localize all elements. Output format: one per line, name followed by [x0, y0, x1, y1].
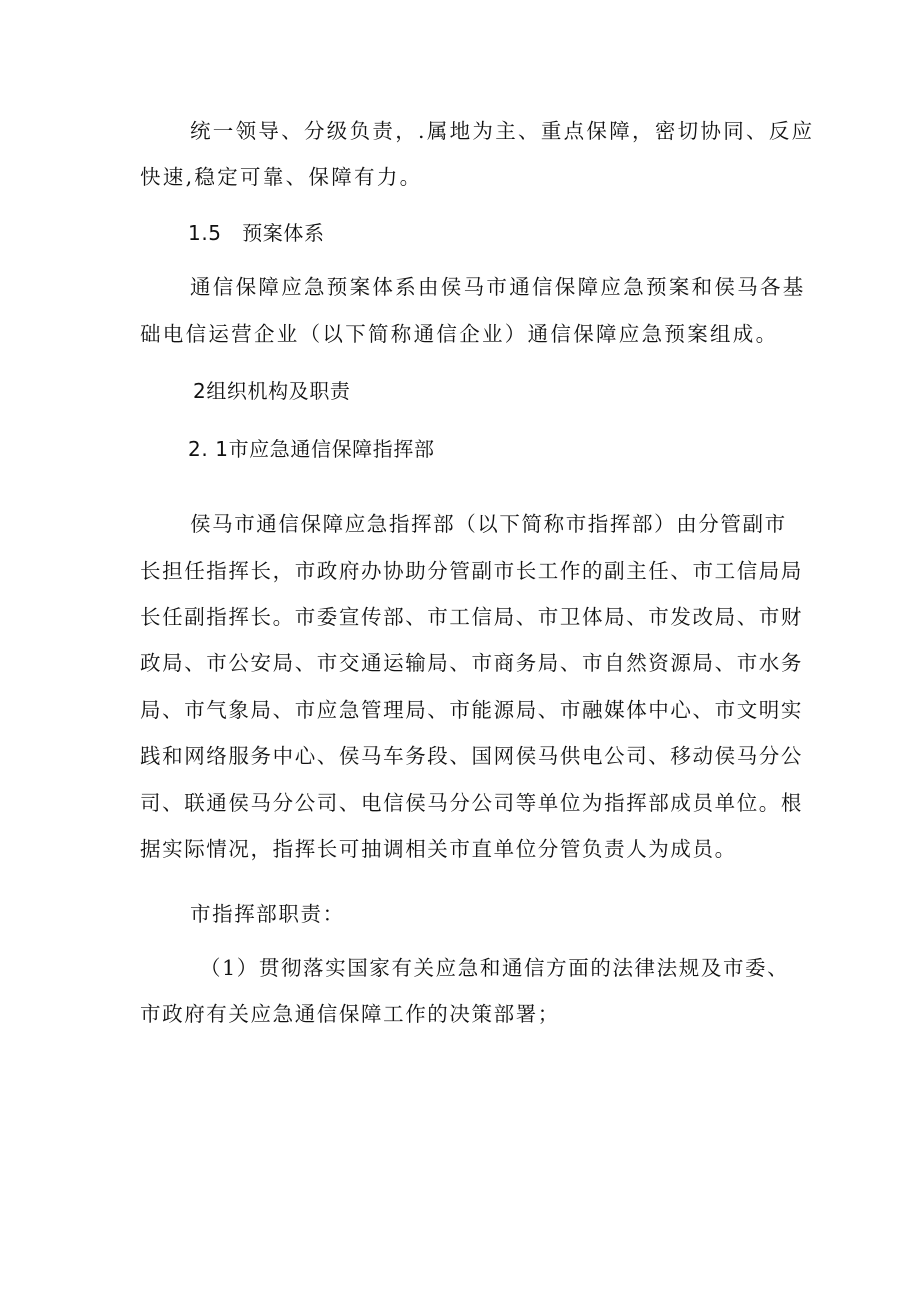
paragraph-command-line-6: 践和网络服务中心、侯马车务段、国网侯马供电公司、移动侯马分公 [140, 744, 803, 768]
paragraph-command-line-3: 长任副指挥长。市委宣传部、市工信局、市卫体局、市发改局、市财 [140, 605, 803, 629]
paragraph-command-line-8: 据实际情况，指挥长可抽调相关市直单位分管负责人为成员。 [140, 837, 737, 861]
paragraph-plan-system-line-1: 通信保障应急预案体系由侯马市通信保障应急预案和侯马各基 [190, 275, 806, 299]
paragraph-command-line-4: 政局、市公安局、市交通运输局、市商务局、市自然资源局、市水务 [140, 651, 803, 675]
section-heading-2: 2组织机构及职责 [193, 379, 351, 403]
paragraph-command-line-1: 侯马市通信保障应急指挥部（以下简称市指挥部）由分管副市 [190, 512, 787, 536]
duties-heading: 市指挥部职责： [190, 902, 345, 926]
section-heading-2-1: 2. 1市应急通信保障指挥部 [188, 437, 435, 461]
paragraph-command-line-5: 局、市气象局、市应急管理局、市能源局、市融媒体中心、市文明实 [140, 698, 803, 722]
section-heading-1-5: 1.5 预案体系 [188, 221, 325, 245]
paragraph-command-line-7: 司、联通侯马分公司、电信侯马分公司等单位为指挥部成员单位。根 [140, 791, 803, 815]
paragraph-principles-line-1: 统一领导、分级负责，.属地为主、重点保障，密切协同、反应 [190, 119, 815, 143]
duty-item-1-line-1: （1）贯彻落实国家有关应急和通信方面的法律法规及市委、 [200, 956, 790, 980]
paragraph-principles-line-2: 快速,稳定可靠、保障有力。 [140, 165, 423, 189]
paragraph-command-line-2: 长担任指挥长，市政府办协助分管副市长工作的副主任、市工信局局 [140, 559, 803, 583]
paragraph-plan-system-line-2: 础电信运营企业（以下简称通信企业）通信保障应急预案组成。 [140, 322, 779, 346]
duty-item-1-line-2: 市政府有关应急通信保障工作的决策部署； [140, 1002, 560, 1026]
